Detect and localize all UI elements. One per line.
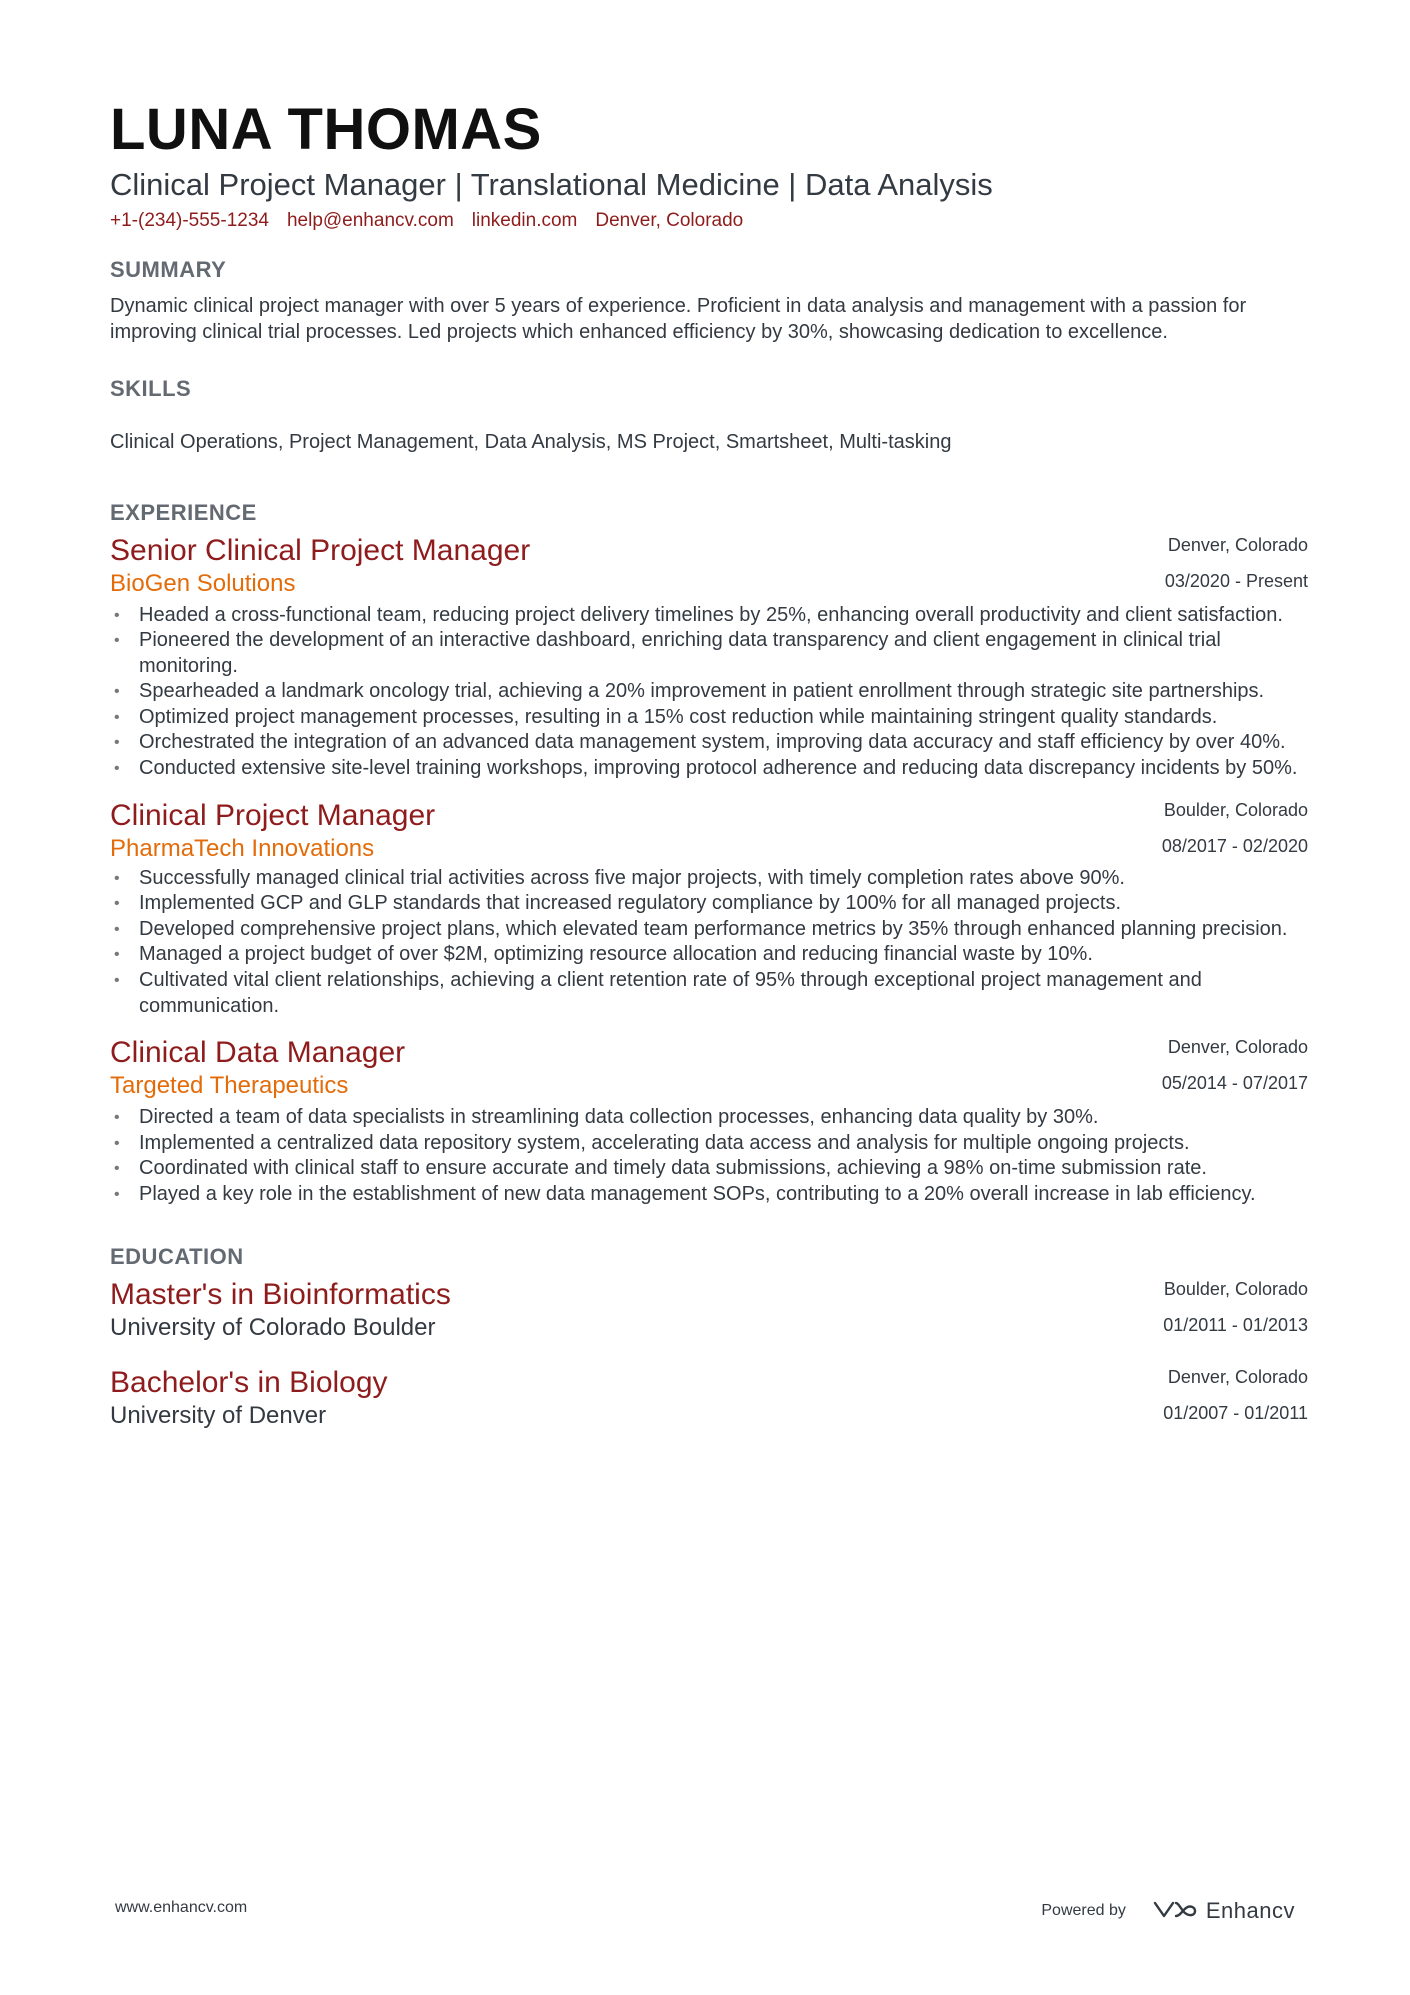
entry-bullets bbox=[110, 1105, 1308, 1207]
entry-dates: 01/2011 - 01/2013 bbox=[1163, 1314, 1308, 1335]
list-item: • Coordinated with clinical staff to ensure accurate and timely data submissions, achieving a 98% on-time submission rate. bbox=[110, 1156, 1308, 1182]
entry-degree: Bachelor's in Biology bbox=[110, 1365, 388, 1399]
entry-role: Clinical Project Manager bbox=[110, 798, 436, 832]
skills-section bbox=[110, 375, 1308, 456]
linkedin-link[interactable]: linkedin.com bbox=[471, 210, 578, 231]
entry-school: University of Colorado Boulder bbox=[110, 1313, 436, 1341]
bullet-dot-icon: • bbox=[114, 946, 120, 964]
list-item: • Played a key role in the establishment of new data management SOPs, contributing to a 20% overall increase in lab efficiency. bbox=[110, 1182, 1308, 1208]
bullet-dot-icon: • bbox=[114, 1160, 120, 1178]
list-item: • Orchestrated the integration of an advanced data management system, improving data accuracy and staff efficiency by over 40%. bbox=[110, 730, 1308, 756]
experience-entry bbox=[110, 798, 1308, 1020]
bullet-dot-icon: • bbox=[114, 920, 120, 938]
entry-location: Boulder, Colorado bbox=[1163, 1278, 1308, 1299]
entry-company: PharmaTech Innovations bbox=[110, 834, 375, 862]
education-entry bbox=[110, 1365, 1308, 1431]
bullet-dot-icon: • bbox=[114, 708, 120, 726]
list-item: • Pioneered the development of an interactive dashboard, enriching data transparency and client engagement in clinical trial monitoring. bbox=[114, 629, 1221, 677]
list-item: • Conducted extensive site-level training workshops, improving protocol adherence and reducing data discrepancy incidents by 50%. bbox=[110, 756, 1308, 782]
list-item: • Cultivated vital client relationships, achieving a client retention rate of 95% through exceptional project management and communication. bbox=[114, 969, 1202, 1017]
bullet-dot-icon: • bbox=[114, 683, 120, 701]
list-item: • Implemented a centralized data repository system, accelerating data access and analysis for multiple ongoing projects. bbox=[110, 1131, 1308, 1157]
list-item: • Headed a cross-functional team, reducing project delivery timelines by 25%, enhancing overall productivity and client satisfaction. bbox=[110, 603, 1308, 629]
candidate-headline: Clinical Project Manager | Translational Medicine | Data Analysis bbox=[110, 167, 993, 202]
powered-by bbox=[1041, 1895, 1295, 1926]
bullet-dot-icon: • bbox=[114, 760, 120, 778]
email-link[interactable]: help@enhancv.com bbox=[286, 210, 454, 231]
experience-section bbox=[110, 499, 1308, 1208]
education-section bbox=[110, 1243, 1308, 1431]
footer-website-link[interactable]: www.enhancv.com bbox=[115, 1899, 248, 1916]
entry-company: BioGen Solutions bbox=[110, 569, 296, 597]
section-title-education: EDUCATION bbox=[110, 1243, 244, 1269]
section-title-experience: EXPERIENCE bbox=[110, 499, 257, 525]
list-item: • Spearheaded a landmark oncology trial, achieving a 20% improvement in patient enrollment through strategic site partnerships. bbox=[110, 679, 1308, 705]
entry-bullets bbox=[110, 866, 1308, 1020]
summary-section bbox=[110, 256, 1308, 345]
candidate-name: LUNA THOMAS bbox=[110, 97, 542, 162]
experience-entry bbox=[110, 1035, 1308, 1207]
entry-role: Senior Clinical Project Manager bbox=[110, 533, 531, 567]
entry-bullets bbox=[110, 603, 1308, 782]
list-item: • Optimized project management processes, resulting in a 15% cost reduction while maintaining stringent quality standards. bbox=[110, 705, 1308, 731]
entry-location: Denver, Colorado bbox=[1167, 1037, 1308, 1058]
list-item: • Managed a project budget of over $2M, optimizing resource allocation and reducing financial waste by 10%. bbox=[110, 942, 1308, 968]
section-title-skills: SKILLS bbox=[110, 376, 192, 401]
entry-dates: 08/2017 - 02/2020 bbox=[1161, 835, 1308, 856]
bullet-dot-icon: • bbox=[114, 606, 120, 624]
entry-degree: Master's in Bioinformatics bbox=[110, 1277, 451, 1311]
phone-link[interactable]: +1-(234)-555-1234 bbox=[110, 210, 269, 231]
entry-dates: 03/2020 - Present bbox=[1164, 570, 1308, 591]
bullet-dot-icon: • bbox=[114, 632, 120, 650]
skills-text: Clinical Operations, Project Management, Data Analysis, MS Project, Smartsheet, Multi-tasking bbox=[110, 431, 952, 453]
list-item: • Successfully managed clinical trial activities across five major projects, with timely completion rates above 90%. bbox=[110, 866, 1308, 892]
bullet-dot-icon: • bbox=[114, 1186, 120, 1203]
enhancv-logo-icon bbox=[1152, 1895, 1198, 1926]
location-text: Denver, Colorado bbox=[595, 210, 744, 231]
entry-role: Clinical Data Manager bbox=[110, 1036, 406, 1070]
list-item: • Directed a team of data specialists in streamlining data collection processes, enhancing data quality by 30%. bbox=[110, 1105, 1308, 1131]
contact-info bbox=[110, 208, 1308, 234]
powered-by-label: Powered by bbox=[1041, 1901, 1126, 1919]
bullet-dot-icon: • bbox=[114, 734, 120, 752]
entry-location: Boulder, Colorado bbox=[1163, 799, 1308, 820]
bullet-dot-icon: • bbox=[114, 895, 120, 913]
brand-name: Enhancv bbox=[1205, 1897, 1295, 1923]
page-footer bbox=[115, 1895, 1295, 1925]
bullet-dot-icon: • bbox=[114, 972, 120, 990]
entry-location: Denver, Colorado bbox=[1167, 534, 1308, 555]
experience-entry bbox=[110, 533, 1308, 782]
resume-page bbox=[110, 96, 1308, 1431]
list-item: • Implemented GCP and GLP standards that increased regulatory compliance by 100% for all managed projects. bbox=[110, 891, 1308, 917]
bullet-dot-icon: • bbox=[114, 1109, 120, 1127]
entry-dates: 01/2007 - 01/2011 bbox=[1163, 1402, 1308, 1423]
entry-dates: 05/2014 - 07/2017 bbox=[1161, 1073, 1308, 1094]
entry-company: Targeted Therapeutics bbox=[110, 1072, 349, 1100]
bullet-dot-icon: • bbox=[114, 1134, 120, 1152]
entry-location: Denver, Colorado bbox=[1167, 1366, 1308, 1387]
entry-school: University of Denver bbox=[110, 1401, 327, 1429]
summary-text: Dynamic clinical project manager with over 5 years of experience. Proficient in data analysis and management with a passion for improving clinical trial processes. Led projects which enhanced efficiency by 30%, showcasing dedication to excellence. bbox=[110, 295, 1247, 343]
list-item: • Developed comprehensive project plans, which elevated team performance metrics by 35% through enhanced planning precision. bbox=[110, 917, 1308, 943]
education-entry bbox=[110, 1277, 1308, 1343]
section-title-summary: SUMMARY bbox=[110, 257, 227, 282]
bullet-dot-icon: • bbox=[114, 869, 120, 887]
